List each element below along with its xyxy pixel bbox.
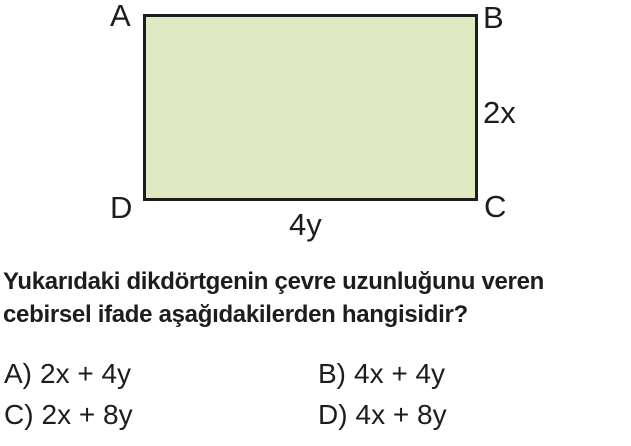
- option-c-expression: 2x + 8y: [41, 399, 133, 430]
- question-line-2: cebirsel ifade aşağıdakilerden hangisidir?: [3, 301, 468, 328]
- corner-label-b: B: [483, 0, 504, 35]
- option-a-expression: 2x + 4y: [40, 358, 132, 389]
- option-b-expression: 4x + 4y: [354, 358, 446, 389]
- option-d-expression: 4x + 8y: [355, 399, 447, 430]
- corner-label-a: A: [110, 0, 131, 33]
- question-text: [3, 265, 628, 331]
- option-a: [4, 360, 131, 388]
- side-label-right-2x: 2x: [483, 95, 516, 130]
- rectangle-shape: [143, 14, 478, 201]
- option-a-letter: A): [4, 358, 32, 389]
- corner-label-c: C: [484, 189, 507, 224]
- option-d-letter: D): [318, 399, 348, 430]
- option-d: [318, 401, 447, 429]
- corner-label-d: D: [110, 190, 133, 225]
- option-b: [318, 360, 445, 388]
- option-b-letter: B): [318, 358, 346, 389]
- question-line-1: Yukarıdaki dikdörtgenin çevre uzunluğunu veren: [3, 268, 544, 295]
- side-label-bottom-4y: 4y: [289, 207, 322, 242]
- option-c-letter: C): [4, 399, 34, 430]
- option-c: [4, 401, 133, 429]
